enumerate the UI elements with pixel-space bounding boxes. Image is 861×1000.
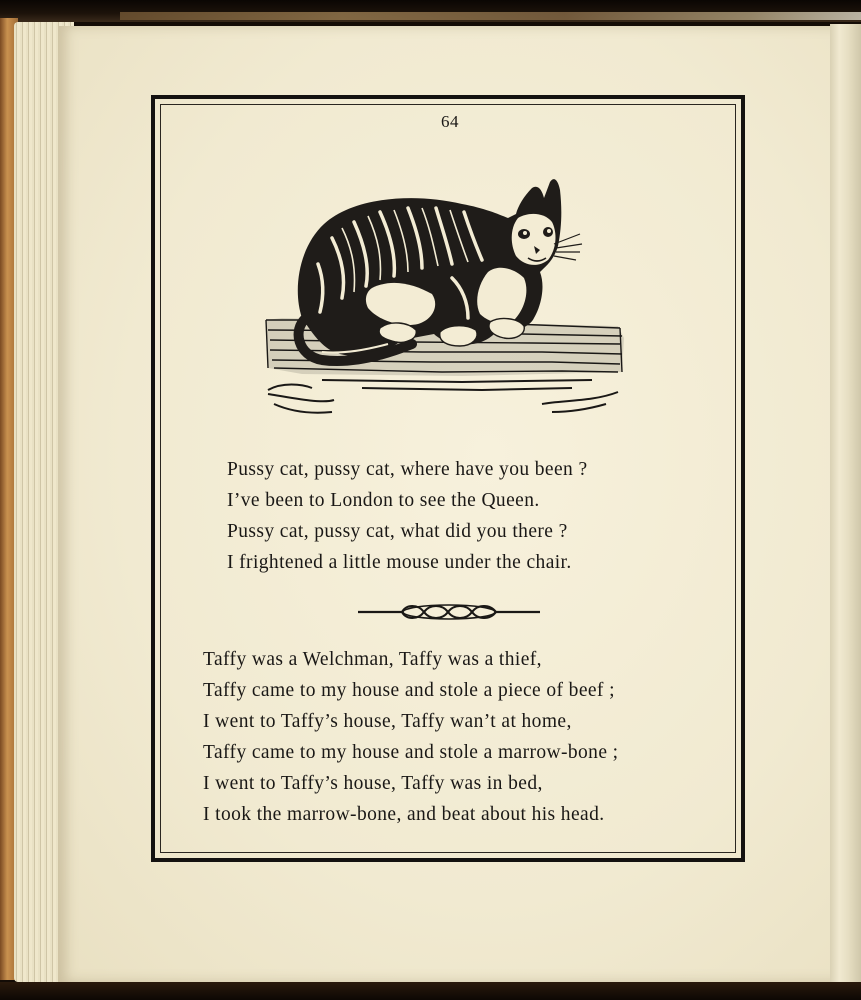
poem-line: I took the marrow-bone, and beat about his head. [203,804,605,825]
poem-pussy-cat [227,454,588,578]
poem-line: I’ve been to London to see the Queen. [227,490,540,511]
poem-line: I frightened a little mouse under the chair. [227,552,572,573]
page-number-text: 64 [441,112,459,131]
poem-taffy [203,644,618,830]
cat-icon [262,168,642,428]
page-number [0,112,861,132]
poem-line: I went to Taffy’s house, Taffy wan’t at home, [203,711,572,732]
poem-line: Pussy cat, pussy cat, what did you there ? [227,521,568,542]
poem-line: Taffy came to my house and stole a piece of beef ; [203,680,615,701]
poem-line: I went to Taffy’s house, Taffy was in bed, [203,773,543,794]
poem-line: Taffy came to my house and stole a marrow-bone ; [203,742,619,763]
poem-line: Taffy was a Welchman, Taffy was a thief, [203,649,542,670]
poem-line: Pussy cat, pussy cat, where have you been ? [227,459,588,480]
ornament-divider-icon [358,600,540,624]
